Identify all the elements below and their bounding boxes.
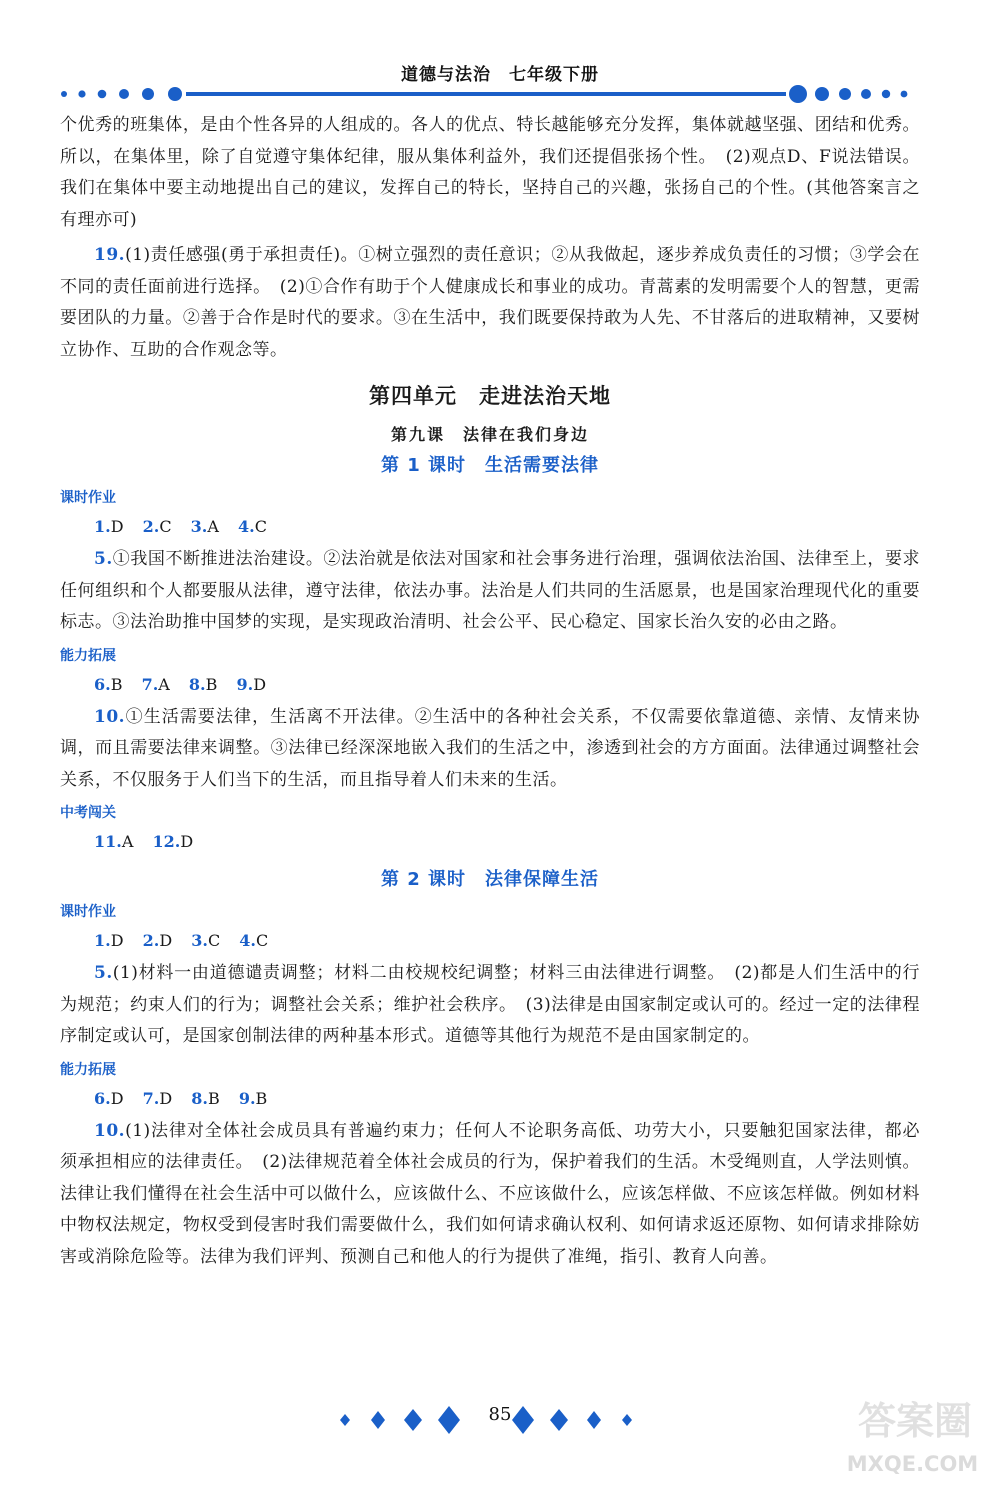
header-dot-rule: [0, 82, 1000, 106]
choice-answer: 8.B: [191, 1088, 220, 1108]
period-1-title: 第 1 课时 生活需要法律: [380, 455, 600, 476]
question-5: 5.①我国不断推进法治建设。②法治就是依法对国家和社会事务进行治理，强调依法治国、法律至上，要求任何组织和个人都要服从法律，遵守法律，依法办事。法治是人们共同的生活愿景，也是国家治理现代化的重要标志。③法治助推中国梦的实现，是实现政治清明、社会公平、民心稳定、国家长治久安的必由之路。: [60, 549, 920, 632]
choice-answer: 4.C: [238, 517, 267, 536]
choice-answer: 7.D: [142, 1088, 173, 1108]
section-label-homework: 课时作业: [60, 490, 116, 506]
answer-content: [60, 110, 920, 1277]
question-10: 10.(1)法律对全体社会成员具有普遍约束力；任何人不论职务高低、功劳大小，只要触犯国家法律，都必须承担相应的法律责任。 (2)法律规范着全体社会成员的行为，保护着我们的生活。木受绳则直，人学法则慎。法律让我们懂得在社会生活中可以做什么，应该做什么、不应该做什么，应该怎样做、不应该怎样做。例如材料中物权法规定，物权受到侵害时我们需要做什么，我们如何请求确认权利、如何请求返还原物、如何请求排除妨害或消除危险等。法律为我们评判、预测自己和他人的行为提供了准绳，指引、教育人向善。: [60, 1120, 920, 1267]
choice-answer: 12.D: [152, 832, 194, 851]
question-10: 10.①生活需要法律，生活离不开法律。②生活中的各种社会关系，不仅需要依靠道德、亲情、友情来协调，而且需要法律来调整。③法律已经深深地嵌入我们的生活之中，渗透到社会的方方面面。法律通过调整社会关系，不仅服务于人们当下的生活，而且指导着人们未来的生活。: [60, 706, 920, 790]
choice-answer: 3.A: [190, 517, 219, 536]
choice-answer: 4.C: [239, 931, 269, 950]
intro-paragraph: 个优秀的班集体，是由个性各异的人组成的。各人的优点、特长越能够充分发挥，集体就越坚强、团结和优秀。所以，在集体里，除了自觉遵守集体纪律，服从集体利益外，我们还提倡张扬个性。 (2)观点D、F说法错误。我们在集体中要主动地提出自己的建议，发挥自己的特长，坚持自己的兴趣，张扬自己的个性。(其他答案言之有理亦可): [60, 115, 920, 230]
question-5: 5.(1)材料一由道德谴责调整；材料二由校规校纪调整；材料三由法律进行调整。 (2)都是人们生活中的行为规范；约束人们的行为；调整社会关系；维护社会秩序。 (3)法律是由国家制定或认可的。经过一定的法律程序制定或认可，是国家创制法律的两种基本形式。道德等其他行为规范不是由国家制定的。: [60, 963, 920, 1046]
section-label-exam: 中考闯关: [60, 805, 116, 821]
watermark-logo: 答案圈: [857, 1399, 972, 1443]
choice-answer: 8.B: [188, 674, 218, 694]
question-number: 19.: [94, 245, 126, 265]
section-label-ability: 能力拓展: [60, 1061, 116, 1078]
choice-answer: 6.D: [94, 1088, 124, 1108]
choice-answers: [60, 669, 920, 700]
watermark-site: MXQE.COM: [846, 1452, 979, 1476]
choice-answers: [60, 925, 920, 956]
page-number: 85: [488, 1404, 512, 1425]
choice-answer: 9.D: [236, 674, 267, 694]
choice-answer: 9.B: [238, 1088, 268, 1108]
period-2-title: 第 2 课时 法律保障生活: [380, 869, 600, 890]
section-label-homework: 课时作业: [60, 904, 116, 920]
page-header: [0, 0, 1000, 110]
choice-answer: 1.D: [94, 517, 124, 536]
choice-answer: 2.C: [142, 517, 172, 536]
question-text: (1)责任感强(勇于承担责任)。①树立强烈的责任意识；②从我做起，逐步养成负责任的习惯；③学会在不同的责任面前进行选择。 (2)①合作有助于个人健康成长和事业的成功。青蒿素的发明需要个人的智慧，更需要团队的力量。②善于合作是时代的要求。③在生活中，我们既要保持敢为人先、不甘落后的进取精神，又要树立协作、互助的合作观念等。: [60, 245, 920, 360]
choice-answer: 2.D: [142, 931, 173, 950]
choice-answer: 11.A: [94, 832, 134, 851]
site-watermark: [830, 1390, 995, 1495]
choice-answer: 7.A: [141, 674, 170, 694]
choice-answer: 3.C: [191, 931, 221, 950]
lesson-title: 第九课 法律在我们身边: [390, 425, 589, 444]
question-19: [60, 240, 920, 366]
choice-answers: [60, 826, 920, 857]
running-header-title: 道德与法治 七年级下册: [401, 65, 599, 85]
choice-answer: 6.B: [94, 674, 123, 694]
choice-answer: 1.D: [94, 931, 124, 950]
choice-answers: [60, 511, 920, 542]
choice-answers: [60, 1083, 920, 1114]
unit-title: 第四单元 走进法治天地: [369, 384, 611, 408]
section-label-ability: 能力拓展: [60, 647, 116, 664]
